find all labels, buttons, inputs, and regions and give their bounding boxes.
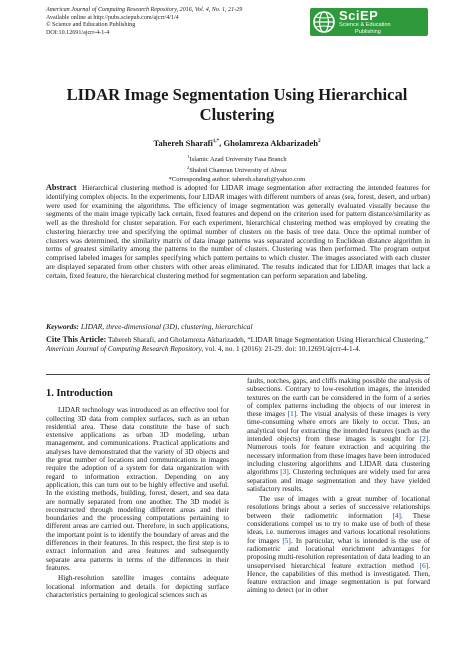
cite-label: Cite This Article: bbox=[46, 335, 107, 344]
author-list bbox=[40, 138, 434, 148]
reference-link[interactable]: [1] bbox=[287, 410, 297, 419]
reference-link[interactable]: [5] bbox=[282, 536, 291, 545]
paper-title bbox=[40, 85, 434, 125]
title-line-2: Clustering bbox=[199, 105, 275, 124]
author-name: Gholamreza Akbarizadeh bbox=[223, 138, 319, 148]
publisher-logo bbox=[310, 8, 428, 36]
section-divider bbox=[46, 374, 430, 375]
paragraph-text: . The visual analysis of these images is very time-consuming where errors are likely to occur. Thus, an analytical tool for extracting the intended features (such as the intended objects) from these images is sought for bbox=[247, 410, 431, 444]
paragraph bbox=[247, 377, 430, 493]
citation bbox=[46, 336, 430, 354]
left-column bbox=[46, 376, 229, 601]
author-separator: , bbox=[219, 138, 224, 148]
affiliation: Shahid Chamran University of Ahvaz bbox=[189, 167, 288, 175]
author-name: Tahereh Sharafi bbox=[153, 138, 213, 148]
cite-journal: American Journal of Computing Research Repository, bbox=[46, 344, 204, 353]
affiliation: Islamic Azad University Fasa Branch bbox=[189, 156, 287, 164]
keywords-text: LIDAR, three-dimensional (3D), clustering, hierarchical bbox=[80, 322, 253, 331]
reference-link[interactable]: [3] bbox=[280, 468, 289, 477]
paragraph: High-resolution satellite images contains adequate locational information and details for depicting surface characteristics pertaining to geological sciences such as bbox=[46, 574, 229, 599]
abstract-text: Hierarchical clustering method is adopted for LIDAR image segmentation after extracting the intended features for identifying complex objects. In the experiments, four LIDAR images with different numbers of areas (sea, forest, desert, and urban) were used for examining the algorithms. The efficiency of image segmentation was generally evaluated visually because the segments of the main image typically lack certain, fixed features and depend on the criterion used for pattern distance/similarity as well as the threshold for cluster separation. For each experiment, hierarchical clustering method was employed by creating the clustering hierarchy tree and specifying the optimal number of clusters on the basis of tree data. Once the optimal number of clusters was determined, the similarity matrix of data image patterns was separated according to Euclidean distance algorithm in terms of greatest similarity among the patterns to the number of clusters. Clustering was then performed. The program output comprised labeled images for samples specifying which pattern pertains to which cluster. The images associated with each cluster are displayed separated from other clusters with other areas eliminated. The results indicated that for LIDAR images that lack a certain, fixed feature, the hierarchical clustering method for segmentation can perform separation and labeling. bbox=[46, 184, 430, 280]
corresponding-author: *Corresponding author: tahereh.sharafi@yahoo.com bbox=[168, 175, 306, 183]
publisher-line: © Science and Education Publishing bbox=[46, 22, 136, 29]
reference-link[interactable]: [2] bbox=[419, 435, 429, 444]
paragraph-text: The use of images with a great number of locational resolutions brings about a series of successive relationships between their radiometric information bbox=[247, 495, 430, 520]
globe-icon bbox=[312, 10, 336, 34]
author-superscript: 1,* bbox=[212, 139, 220, 145]
affiliation-superscript: 1 bbox=[187, 154, 190, 159]
keywords bbox=[46, 322, 430, 331]
abstract-label: Abstract bbox=[46, 183, 77, 192]
section-heading: 1. Introduction bbox=[46, 388, 113, 399]
paragraph-text: . In particular, what is intended is the use of radiometric and locational enrichment advantages for proposing multi-resolution representation of data leading to an unsupervised hierarchical feature extraction method bbox=[247, 536, 430, 570]
paragraph: LIDAR technology was introduced as an effective tool for collecting 3D data from complex surfaces, such as an urban residential area. These data constitute the base of such extensive applications as urban 3D modeling, urban management, and communications. Practical applications and analyses have demonstrated that the variety of 3D objects and the great number of locations and communications in images require the adoption of a system for data organization with regard to information extraction. Depending on any application, this can turn out to be highly effective and useful. In the existing methods, building, forest, desert, and sea data are normally separated from one another. The 3D model is reconstructed through modeling different areas and their boundaries and the processing computations pertaining to different areas are carried out. Therefore, in such applications, the important point is to identify the boundary of areas and the differences in their features. In this respect, the first step is to extract information and area features and subsequently separate area patterns in terms of the differences in their features. bbox=[46, 406, 229, 572]
cite-text-tail: vol. 4, no. 1 (2016): 21-29. doi: 10.12691/ajcrr-4-1-4. bbox=[205, 344, 361, 353]
reference-link[interactable]: [6] bbox=[419, 561, 429, 570]
logo-subtitle-2: Publishing bbox=[355, 28, 381, 35]
reference-link[interactable]: [4] bbox=[392, 511, 401, 520]
paragraph bbox=[247, 495, 430, 595]
title-line-1: LIDAR Image Segmentation Using Hierarchical bbox=[66, 85, 408, 104]
paragraph-text: . Clustering techniques are widely used for area separation and image segmentation and they have yielded satisfactory results. bbox=[247, 468, 430, 493]
paragraph-text: . Hence, the capabilities of this method is investigated. Then, feature extraction and image segmentation is put forward aiming to detect (or in other bbox=[247, 561, 431, 595]
affiliations bbox=[40, 153, 434, 184]
paragraph-text: faults, notches, gaps, and cliffs making possible the analysis of subsections. Contrary to low-resolution images, the intended textures on the earth can be considered in the form of a series of complex patterns including the objects of our interest in these images bbox=[247, 377, 430, 419]
right-column bbox=[247, 377, 430, 597]
paragraph-text: . These considerations compel us to try to make use of both of these ideas, i.e. numerous images and various locational resolutions for images bbox=[247, 511, 431, 545]
doi-line: DOI:10.12691/ajcrr-4-1-4 bbox=[46, 29, 110, 36]
logo-name: SciEP bbox=[339, 8, 379, 24]
paragraph-text: . Numerous tools for feature extraction and acquiring the necessary information from these images have been introduced including clustering algorithms and LIDAR data clustering algorithms bbox=[247, 435, 431, 477]
journal-line: American Journal of Computing Research Repository, 2016, Vol. 4, No. 1, 21-29 bbox=[46, 7, 243, 13]
abstract bbox=[46, 184, 430, 280]
author-superscript: 2 bbox=[318, 139, 321, 145]
affiliation-superscript: 2 bbox=[186, 165, 190, 171]
logo-subtitle-1: Science & Education bbox=[339, 22, 391, 29]
keywords-label: Keywords: bbox=[46, 322, 79, 331]
cite-text: Tahereh Sharafi, and Gholamreza Akbarizadeh, “LIDAR Image Segmentation Using Hierarchical Clustering,” bbox=[108, 336, 429, 344]
journal-header bbox=[46, 7, 346, 37]
available-online-line: Available online at http://pubs.sciepub.com/ajcrr/4/1/4 bbox=[46, 14, 179, 21]
